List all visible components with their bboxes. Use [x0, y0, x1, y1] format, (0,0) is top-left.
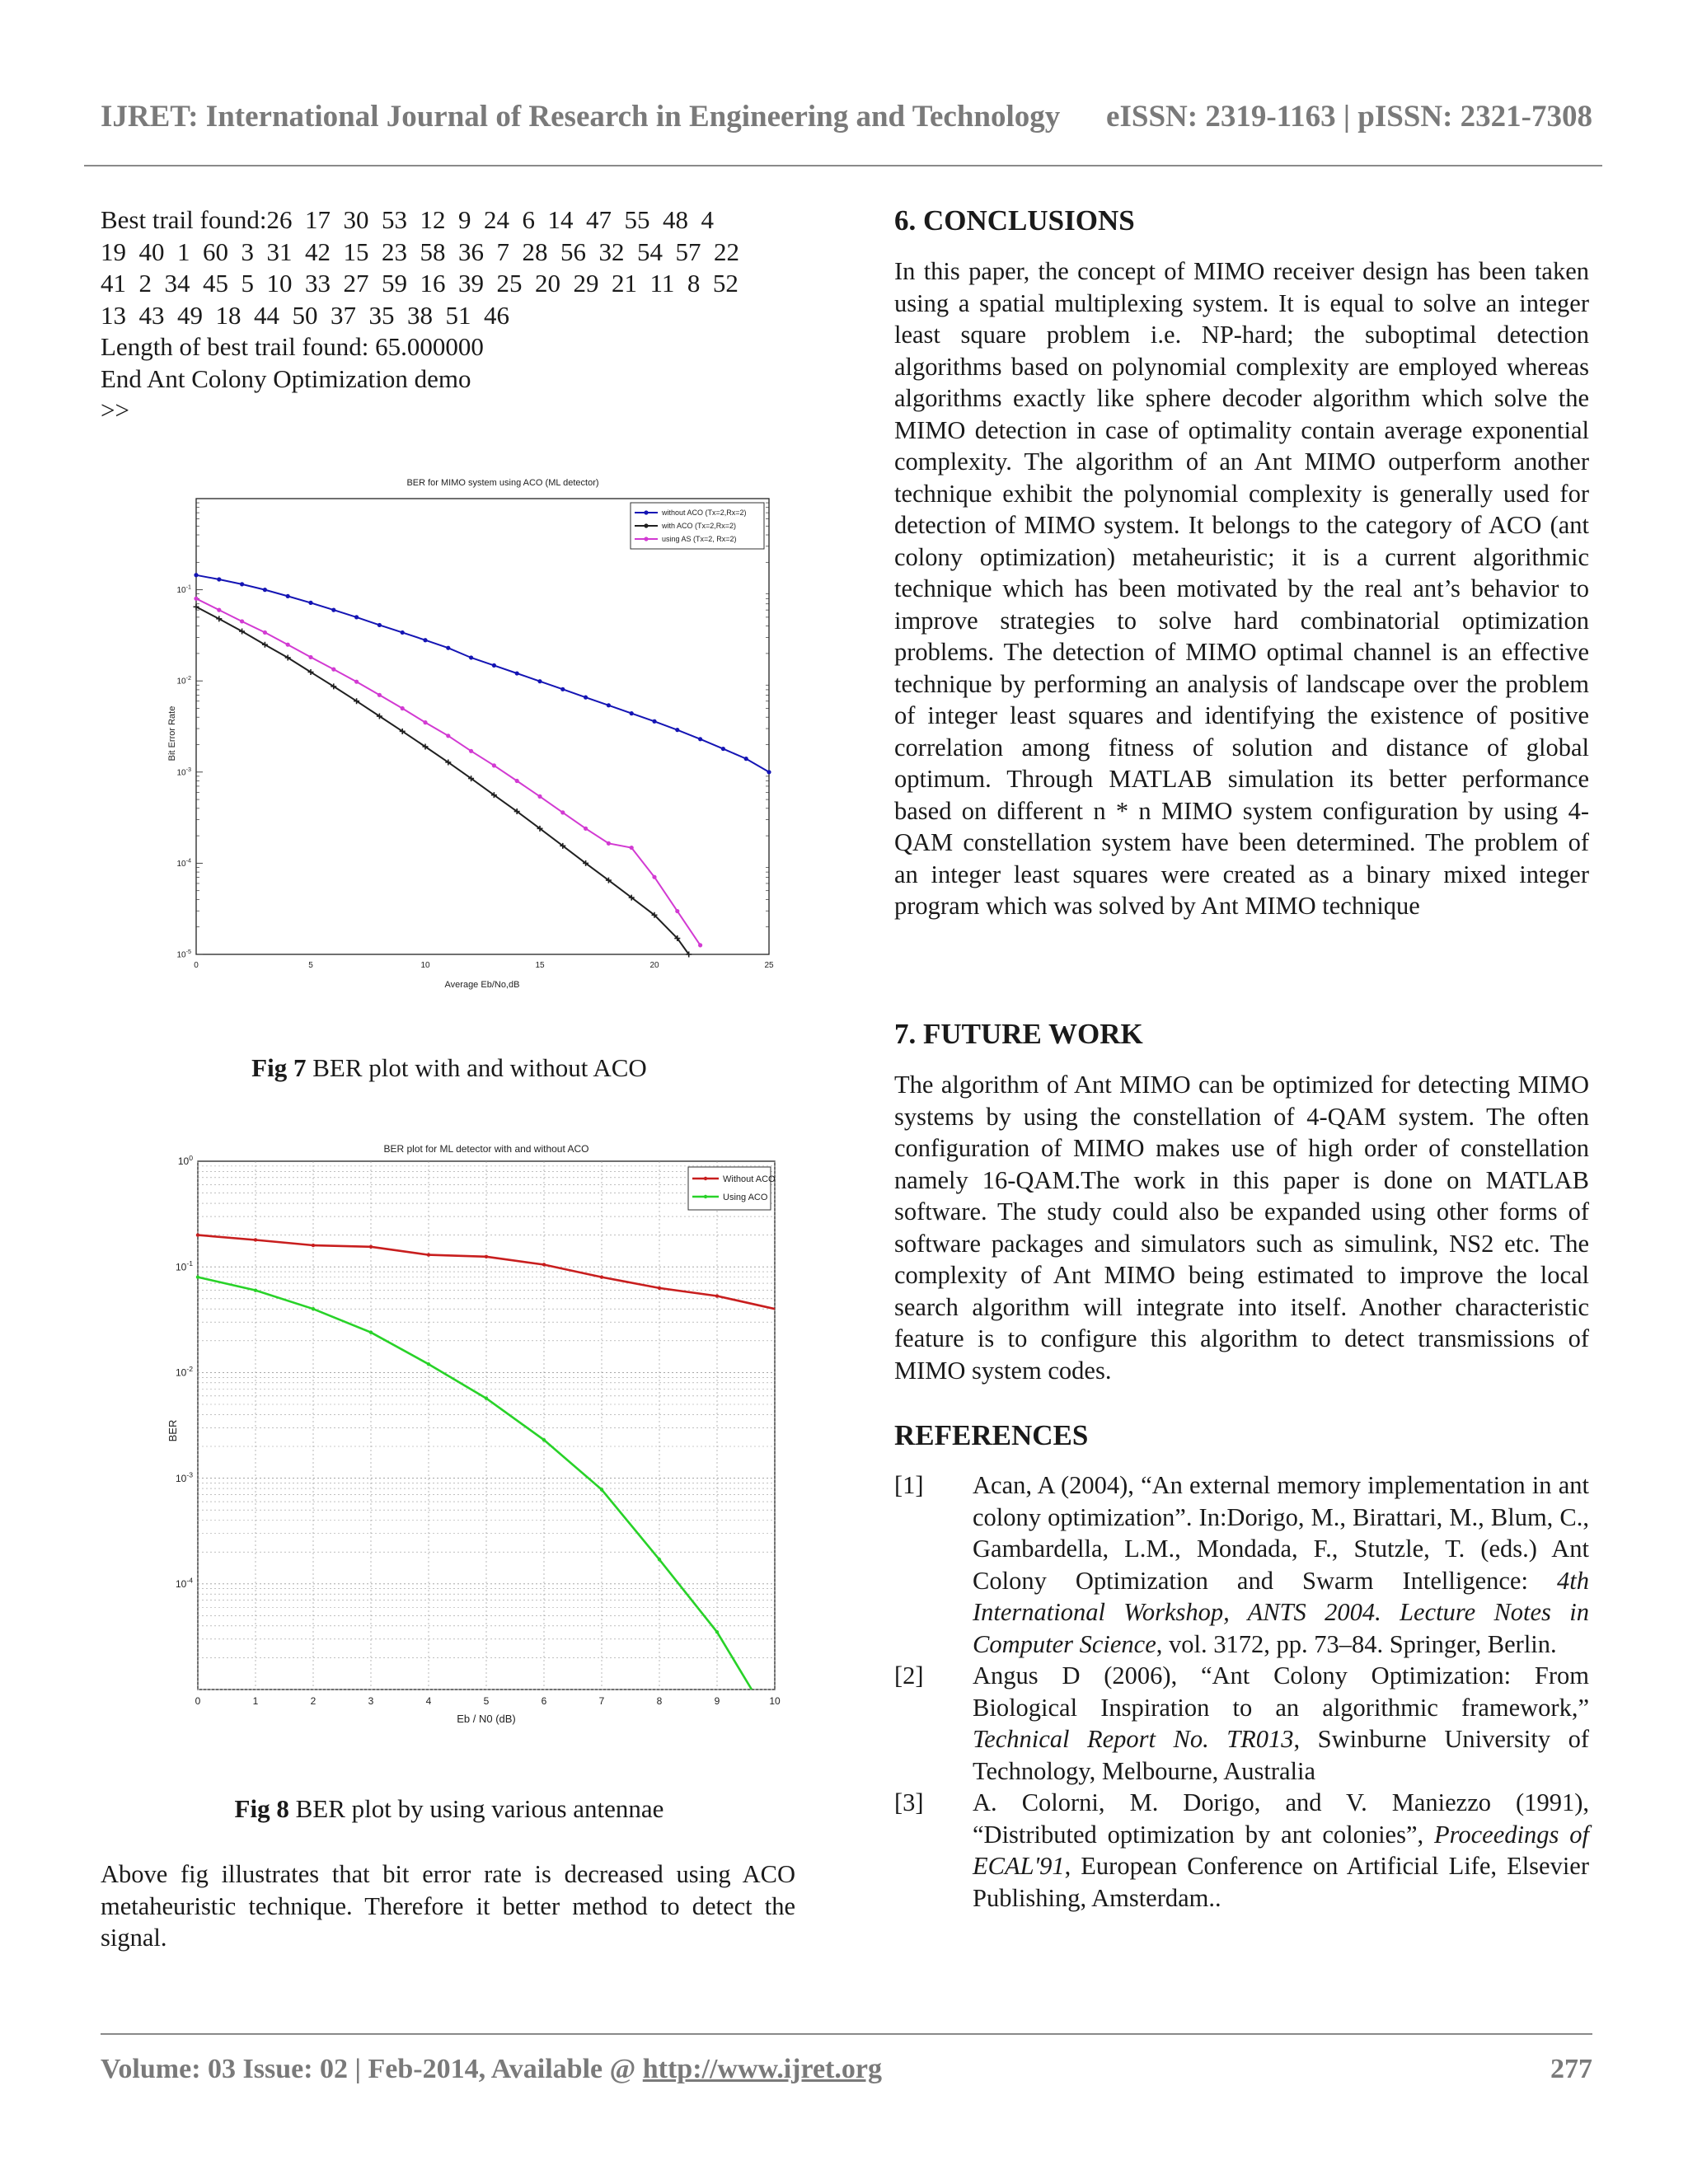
data-point	[744, 757, 748, 761]
references-heading: REFERENCES	[894, 1419, 1089, 1451]
reference-item	[894, 1660, 1589, 1787]
reference-number: [1]	[894, 1471, 924, 1499]
x-tick-label: 10	[769, 1695, 781, 1707]
fig7-label: Fig 7	[251, 1053, 307, 1082]
page-footer	[101, 2054, 1592, 2085]
data-point	[721, 747, 725, 751]
reference-text: Angus D (2006), “Ant Colony Optimization: From Biological Inspiration to an algorithmic framework,” Technical Report No. TR013, Swinburne University of Technology, Melbourne, Australia	[973, 1661, 1589, 1785]
data-point	[254, 1238, 257, 1241]
data-point	[542, 1263, 546, 1266]
data-point	[446, 733, 450, 738]
data-point	[286, 594, 290, 598]
data-point	[217, 608, 221, 612]
fig-explanation: Above fig illustrates that bit error rate is decreased using ACO metaheuristic technique. Therefore it better method to detect the signal.	[101, 1860, 795, 1952]
data-point	[715, 1630, 719, 1633]
data-point	[401, 706, 405, 710]
data-point	[196, 1233, 199, 1236]
x-tick-label: 3	[368, 1695, 374, 1707]
page-number: 277	[1550, 2054, 1592, 2084]
x-tick-label: 10	[420, 961, 430, 970]
legend-label: Using ACO	[723, 1192, 768, 1202]
x-tick-label: 0	[195, 1695, 201, 1707]
data-point	[652, 719, 656, 724]
data-point	[607, 841, 611, 846]
data-point	[446, 646, 450, 650]
data-point	[427, 1253, 430, 1256]
fig7-legend	[631, 503, 764, 549]
data-point	[194, 597, 198, 601]
fig7-caption	[101, 1053, 798, 1083]
legend-label: with ACO (Tx=2,Rx=2)	[662, 522, 737, 531]
issn: eISSN: 2319-1163 | pISSN: 2321-7308	[1106, 100, 1592, 134]
reference-text: A. Colorni, M. Dorigo, and V. Maniezzo (1991), “Distributed optimization by ant colonies”, Proceedings of ECAL'91, European Conference on Artificial Life, Elsevier Publishing, Amsterdam..	[973, 1788, 1589, 1912]
data-point	[515, 779, 519, 783]
x-tick-label: 0	[194, 961, 199, 970]
x-tick-label: 8	[656, 1695, 663, 1707]
output-line: >>	[101, 396, 129, 424]
y-tick-label: $10^{-4}$	[176, 856, 191, 869]
fig7-ylabel: Bit Error Rate	[167, 705, 177, 762]
legend-label: Without ACO	[723, 1174, 776, 1184]
fig8-xlabel: Eb / N0 (dB)	[457, 1713, 516, 1725]
page-header	[101, 99, 1592, 134]
data-point	[492, 663, 496, 668]
reference-text: Acan, A (2004), “An external memory implementation in ant colony optimization”. In:Dorigo, M., Birattari, M., Blum, C., Gambardella, L.M., Mondada, F., Stutzle, T. (eds.) Ant Colony Optimization and Swarm Intelligence: 4th International Workshop, ANTS 2004. Lecture Notes in Computer Science, vol. 3172, pp. 73–84. Springer, Berlin.	[973, 1471, 1589, 1658]
y-tick-label: $10^{-3}$	[175, 1470, 193, 1484]
footer-divider	[101, 2033, 1592, 2035]
legend-marker	[644, 510, 648, 514]
conclusions-text: In this paper, the concept of MIMO receiver design has been taken using a spatial multiplexing system. It is equal to solve an integer least square problem i.e. NP-hard; the suboptimal detection algorithms based on polynomial complexity are employed whereas algorithms exactly like sphere decoder algorithm which solve the MIMO detection in case of optimality contain average exponential complexity. The algorithm of an Ant MIMO outperform another technique exhibit the polynomial complexity is generally used for detection of MIMO system. It belongs to the category of ACO (ant colony optimization) metaheuristic; it is a current algorithmic technique which has been motivated by the real ant’s behavior to improve strategies to solve hard combinatorial optimization problems. The detection of MIMO optimal channel is an effective technique by performing an analysis of landscape over the problem of integer least squares and identifying the existence of positive correlation among fitness of solution and distance of global optimum. Through MATLAB simulation its better performance based on different n * n MIMO system configuration by using 4-QAM constellation system have been determined. The problem of an integer least squares were created as a binary mixed integer program which was solved by Ant MIMO technique	[894, 257, 1589, 920]
program-output	[101, 204, 798, 427]
x-tick-label: 9	[714, 1695, 720, 1707]
data-point	[515, 671, 519, 675]
output-line: 41 2 34 45 5 10 33 27 59 16 39 25 20 29 21 11 8 52	[101, 269, 738, 298]
data-point	[401, 630, 405, 635]
x-tick-label: 25	[764, 961, 774, 970]
y-tick-label: $10^{-5}$	[176, 948, 191, 960]
data-point	[630, 711, 634, 715]
y-tick-label: $10^0$	[177, 1153, 193, 1168]
data-point	[469, 655, 473, 659]
fig8-caption	[101, 1794, 798, 1824]
y-tick-label: $10^{-1}$	[175, 1259, 193, 1273]
data-point	[312, 1244, 315, 1247]
data-point	[584, 827, 588, 831]
journal-link[interactable]: http://www.ijret.org	[642, 2054, 882, 2084]
data-point	[485, 1396, 488, 1399]
y-tick-label: $10^{-2}$	[176, 674, 191, 687]
references-list	[894, 1469, 1589, 1914]
data-point	[286, 643, 290, 647]
data-point	[196, 1275, 199, 1278]
data-point	[308, 601, 312, 605]
data-point	[675, 728, 679, 732]
reference-item	[894, 1469, 1589, 1660]
data-point	[354, 680, 359, 684]
data-point	[715, 1294, 719, 1297]
conclusions-heading: 6. CONCLUSIONS	[894, 204, 1135, 237]
output-line: 19 40 1 60 3 31 42 15 23 58 36 7 28 56 32 54 57 22	[101, 237, 739, 266]
header-divider	[84, 165, 1602, 166]
x-tick-label: 5	[483, 1695, 490, 1707]
legend-marker	[704, 1195, 707, 1198]
data-point	[423, 638, 427, 642]
legend-marker	[644, 537, 648, 541]
data-point	[427, 1362, 430, 1366]
x-tick-label: 7	[598, 1695, 605, 1707]
data-point	[630, 846, 634, 850]
y-tick-label: $10^{-4}$	[175, 1576, 193, 1590]
x-tick-label: 2	[310, 1695, 316, 1707]
data-point	[377, 623, 382, 627]
data-point	[263, 630, 267, 635]
reference-number: [2]	[894, 1661, 924, 1690]
data-point	[537, 679, 542, 683]
fig7-chart	[157, 470, 791, 997]
output-line: Length of best trail found: 65.000000	[101, 332, 484, 361]
data-point	[767, 770, 771, 774]
data-point	[658, 1286, 661, 1290]
data-point	[675, 909, 679, 913]
data-point	[652, 875, 656, 879]
y-tick-label: $10^{-1}$	[176, 583, 191, 596]
data-point	[354, 615, 359, 619]
data-point	[560, 687, 565, 691]
reference-item	[894, 1787, 1589, 1914]
x-tick-label: 6	[541, 1695, 547, 1707]
data-point	[469, 749, 473, 753]
data-point	[254, 1288, 257, 1291]
data-point	[698, 737, 702, 741]
data-point	[240, 582, 244, 586]
x-tick-label: 20	[649, 961, 659, 970]
data-point	[698, 943, 702, 947]
data-point	[312, 1307, 315, 1310]
data-point	[600, 1488, 603, 1491]
fig7-xlabel: Average Eb/No,dB	[444, 980, 520, 990]
y-tick-label: $10^{-3}$	[176, 765, 191, 778]
fig7-chart-title: BER for MIMO system using ACO (ML detector)	[406, 478, 599, 488]
future-work-text: The algorithm of Ant MIMO can be optimized for detecting MIMO systems by using the constellation of 4-QAM system. The often configuration of MIMO makes use of high order of constellation namely 16-QAM.The work in this paper is done on MATLAB software. The study could also be expanded using other forms of software packages and simulators such as simulink, NS2 etc. The complexity of Ant MIMO being estimated to improve the local search algorithm will integrate into itself. Another characteristic feature is to configure this algorithm to detect transmissions of MIMO system codes.	[894, 1071, 1589, 1385]
output-line: End Ant Colony Optimization demo	[101, 363, 471, 393]
legend-label: without ACO (Tx=2,Rx=2)	[662, 509, 747, 518]
data-point	[600, 1275, 603, 1278]
data-point	[194, 573, 198, 577]
x-tick-label: 5	[308, 961, 313, 970]
journal-title: IJRET: International Journal of Research in Engineering and Technology	[101, 100, 1061, 134]
fig8-chart	[157, 1136, 791, 1729]
output-line: 13 43 49 18 44 50 37 35 38 51 46	[101, 300, 509, 330]
data-point	[423, 720, 427, 724]
data-point	[308, 655, 312, 659]
x-tick-label: 15	[535, 961, 545, 970]
legend-marker	[704, 1177, 707, 1180]
data-point	[331, 668, 335, 672]
fig8-label: Fig 8	[234, 1794, 289, 1823]
fig8-chart-title: BER plot for ML detector with and without ACO	[383, 1143, 589, 1155]
fig8-caption-text: BER plot by using various antennae	[295, 1794, 664, 1823]
data-point	[485, 1255, 488, 1258]
fig8-ylabel: BER	[166, 1419, 179, 1442]
output-line: Best trail found:26 17 30 53 12 9 24 6 14 47 55 48 4	[101, 205, 714, 234]
data-point	[607, 703, 611, 707]
data-point	[263, 588, 267, 592]
data-point	[584, 696, 588, 700]
legend-marker	[644, 523, 648, 527]
x-tick-label: 4	[425, 1695, 432, 1707]
data-point	[537, 794, 542, 799]
fig8-legend	[688, 1167, 776, 1210]
data-point	[217, 577, 221, 581]
legend-label: using AS (Tx=2, Rx=2)	[662, 535, 737, 544]
footer-volume: Volume: 03 Issue: 02 | Feb-2014, Available @ http://www.ijret.org	[101, 2054, 882, 2084]
x-tick-label: 1	[252, 1695, 259, 1707]
data-point	[542, 1438, 546, 1441]
data-point	[377, 693, 382, 697]
data-point	[492, 763, 496, 767]
y-tick-label: $10^{-2}$	[175, 1365, 193, 1379]
data-point	[369, 1245, 373, 1249]
future-work-heading: 7. FUTURE WORK	[894, 1018, 1143, 1050]
data-point	[331, 608, 335, 612]
data-point	[240, 619, 244, 623]
reference-number: [3]	[894, 1788, 924, 1816]
data-point	[658, 1558, 661, 1561]
data-point	[560, 810, 565, 814]
data-point	[369, 1330, 373, 1333]
fig7-caption-text: BER plot with and without ACO	[312, 1053, 647, 1082]
